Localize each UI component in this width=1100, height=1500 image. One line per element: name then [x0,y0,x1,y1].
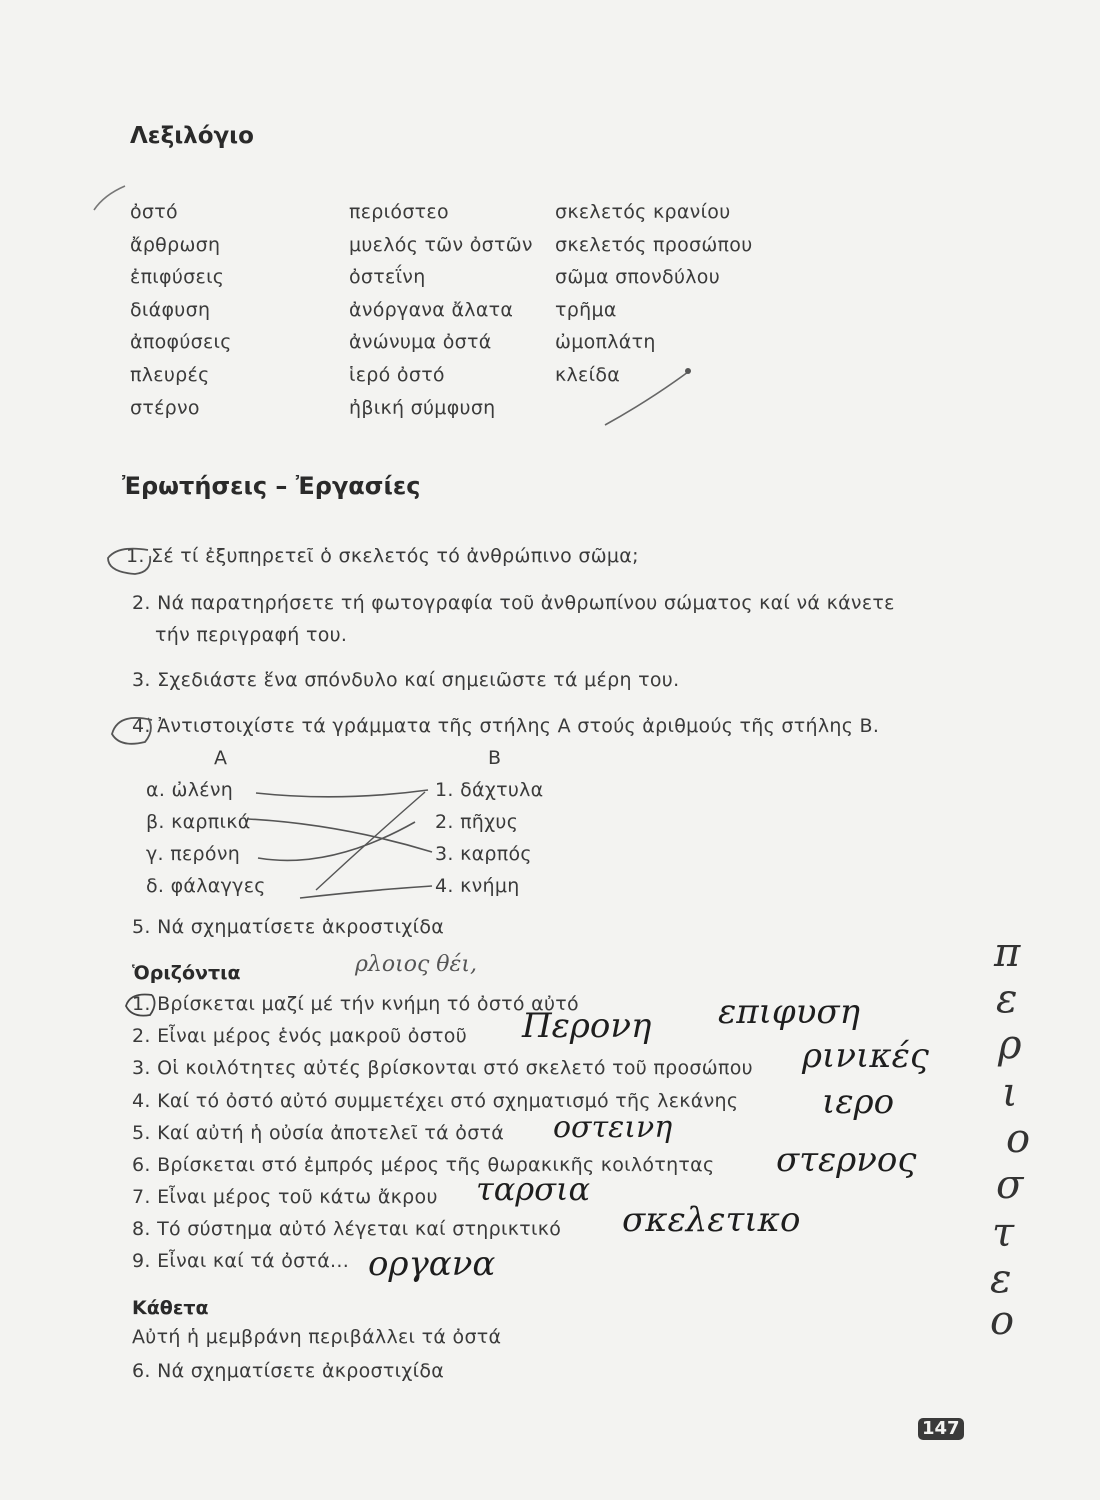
vocab-term: σκελετός κρανίου [555,201,731,223]
crossword-clue: 7. Εἶναι μέρος τοῦ κάτω ἄκρου [132,1186,438,1208]
crossword-clue: 3. Οἱ κοιλότητες αὐτές βρίσκονται στό σκελετό τοῦ προσώπου [132,1057,753,1079]
match-line [316,792,425,890]
match-a-item: γ. περόνη [146,843,241,865]
crossword-clue: 4. Καί τό ὀστό αὐτό συμμετέχει στό σχηματισμό τῆς λεκάνης [132,1090,739,1112]
handwritten-answer: ταρσια [476,1170,591,1208]
match-line [256,790,428,797]
closing-instruction: 6. Νά σχηματίσετε ἀκροστιχίδα [132,1360,445,1382]
question-3: 3. Σχεδιάστε ἕνα σπόνδυλο καί σημειῶστε τά μέρη του. [132,669,680,691]
handwritten-letter: ρ [998,1022,1022,1068]
vocab-term: μυελός τῶν ὀστῶν [349,233,533,256]
handwritten-letter: σ [996,1162,1024,1208]
crossword-clue: 2. Εἶναι μέρος ἑνός μακροῦ ὀστοῦ [132,1025,467,1047]
handwritten-letter: π [994,930,1021,976]
pencil-slash [605,372,688,425]
column-a-header: Α [214,747,228,769]
vocab-term: ὠμοπλάτη [555,331,656,354]
check-mark-stroke [94,186,125,210]
vocab-term: σῶμα σπονδύλου [555,266,721,289]
match-line [248,819,432,852]
vertical-clue: Αὐτή ἡ μεμβράνη περιβάλλει τά ὀστά [132,1326,502,1348]
handwritten-answer: οστεινη [553,1110,673,1145]
handwritten-letter: ο [990,1298,1015,1344]
question-2: 2. Νά παρατηρήσετε τή φωτογραφία τοῦ ἀνθρωπίνου σώματος καί νά κάνετε [132,592,895,614]
vocab-term: ἀποφύσεις [130,331,232,354]
questions-title: Ἐρωτήσεις – Ἐργασίες [122,472,421,500]
vocabulary-title: Λεξιλόγιο [130,123,254,149]
column-b-header: Β [488,747,502,769]
vocab-term: πλευρές [130,363,210,386]
match-b-item: 4. κνήμη [435,875,520,897]
question-1: 1. Σέ τί ἐξυπηρετεῖ ὁ σκελετός τό ἀνθρώπινο σῶμα; [126,545,639,567]
handwritten-answer: Περονη [522,1006,652,1046]
pencil-dot [685,368,691,374]
question-5: 5. Νά σχηματίσετε ἀκροστιχίδα [132,916,445,938]
vocab-term: τρῆμα [555,298,617,321]
handwritten-answer: στερνος [776,1140,917,1180]
vocab-term: ἐπιφύσεις [130,266,225,289]
vocab-term: περιόστεο [349,201,449,223]
vocab-term: ἀνόργανα ἄλατα [349,298,514,321]
handwritten-note: ρλοιος θέι, [355,952,477,977]
page-number: 147 [918,1418,964,1440]
handwritten-letter: ο [1006,1116,1031,1162]
vocab-term: ἀνώνυμα ὀστά [349,331,492,354]
horizontal-title: Ὁριζόντια [132,962,241,984]
handwritten-answer: ρινικές [802,1036,929,1076]
vocab-term: ἱερό ὀστό [349,363,445,386]
circle-q1 [108,549,150,574]
match-a-item: β. καρπικά [146,811,251,833]
match-b-item: 2. πῆχυς [435,811,519,833]
vocab-term: διάφυση [130,298,211,321]
crossword-clue: 6. Βρίσκεται στό ἐμπρός μέρος τῆς θωρακικῆς κοιλότητας [132,1154,715,1176]
handwritten-answer: οργανα [368,1244,496,1284]
handwritten-letter: ε [996,976,1018,1022]
handwritten-letter: ι [1002,1070,1018,1116]
match-b-item: 3. καρπός [435,843,532,865]
match-line [300,886,432,898]
vertical-title: Κάθετα [132,1297,209,1319]
crossword-clue: 5. Καί αὐτή ἡ οὐσία ἀποτελεῖ τά ὀστά [132,1122,505,1144]
crossword-clue: 8. Τό σύστημα αὐτό λέγεται καί στηρικτικό [132,1218,562,1240]
vocab-term: στέρνο [130,396,200,419]
vocab-term: κλείδα [555,363,621,386]
match-b-item: 1. δάχτυλα [435,779,544,801]
question-4: 4. Ἀντιστοιχίστε τά γράμματα τῆς στήλης Α στούς ἀριθμούς τῆς στήλης Β. [132,715,880,737]
vocab-term: ὀστεΐνη [349,266,426,289]
vocab-term: ἄρθρωση [130,233,221,256]
circle-clue-1 [126,994,155,1015]
vocab-term: ἠβική σύμφυση [349,396,496,419]
vocab-term: σκελετός προσώπου [555,233,753,256]
handwritten-answer: επιφυση [718,992,860,1032]
vocab-term: ὀστό [130,201,178,223]
crossword-clue: 9. Εἶναι καί τά ὀστά... [132,1250,350,1272]
match-a-item: α. ὠλένη [146,779,234,801]
handwritten-answer: ιερο [822,1082,895,1122]
handwritten-letter: ε [990,1256,1012,1302]
handwritten-letter: τ [992,1210,1015,1256]
circle-q4 [112,718,152,744]
match-a-item: δ. φάλαγγες [146,875,266,897]
question-2-continued: τήν περιγραφή του. [155,624,348,646]
crossword-clue: 1. Βρίσκεται μαζί μέ τήν κνήμη τό ὀστό αὐτό [132,993,579,1015]
handwritten-answer: σκελετικο [622,1200,801,1240]
